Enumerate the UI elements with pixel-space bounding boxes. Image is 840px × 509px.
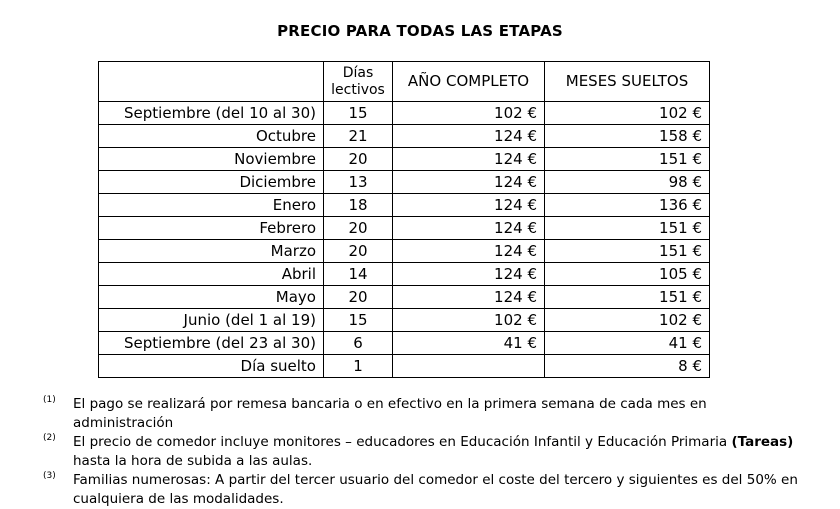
cell-month: Septiembre (del 10 al 30) — [99, 102, 324, 125]
cell-days: 15 — [324, 309, 393, 332]
cell-year-price: 102 € — [393, 309, 545, 332]
page-title: PRECIO PARA TODAS LAS ETAPAS — [277, 22, 563, 40]
table-row — [99, 171, 710, 194]
cell-single-price: 136 € — [545, 194, 710, 217]
footnote-emphasis: (Tareas) — [731, 434, 794, 450]
cell-month: Noviembre — [99, 148, 324, 171]
table-row — [99, 309, 710, 332]
cell-single-price: 151 € — [545, 286, 710, 309]
cell-month: Octubre — [99, 125, 324, 148]
cell-single-price: 158 € — [545, 125, 710, 148]
footnote-text: hasta la hora de subida a las aulas. — [73, 453, 313, 469]
table-row — [99, 240, 710, 263]
cell-single-price: 151 € — [545, 148, 710, 171]
table-row — [99, 148, 710, 171]
cell-single-price: 41 € — [545, 332, 710, 355]
cell-year-price: 124 € — [393, 240, 545, 263]
table-row — [99, 355, 710, 378]
footnote-text: El precio de comedor incluye monitores – educadores en Educación Infantil y Educación Primaria — [73, 434, 732, 450]
footnote-marker: (2) — [43, 433, 56, 443]
cell-days: 20 — [324, 240, 393, 263]
cell-year-price: 124 € — [393, 148, 545, 171]
cell-single-price: 98 € — [545, 171, 710, 194]
cell-year-price: 124 € — [393, 263, 545, 286]
header-days — [324, 62, 393, 102]
cell-days: 1 — [324, 355, 393, 378]
header-month — [99, 62, 324, 102]
cell-month: Día suelto — [99, 355, 324, 378]
table-row — [99, 194, 710, 217]
cell-month: Marzo — [99, 240, 324, 263]
footnote-marker: (3) — [43, 471, 56, 481]
cell-month: Septiembre (del 23 al 30) — [99, 332, 324, 355]
footnote-2 — [40, 433, 810, 471]
table-row — [99, 332, 710, 355]
cell-month: Abril — [99, 263, 324, 286]
cell-days: 21 — [324, 125, 393, 148]
table-row — [99, 125, 710, 148]
footnote-1 — [40, 395, 810, 433]
table-row — [99, 102, 710, 125]
cell-year-price: 102 € — [393, 102, 545, 125]
cell-month: Diciembre — [99, 171, 324, 194]
cell-single-price: 105 € — [545, 263, 710, 286]
header-single: MESES SUELTOS — [545, 62, 710, 102]
cell-days: 20 — [324, 148, 393, 171]
cell-month: Febrero — [99, 217, 324, 240]
cell-month: Junio (del 1 al 19) — [99, 309, 324, 332]
cell-days: 20 — [324, 286, 393, 309]
cell-year-price: 124 € — [393, 286, 545, 309]
table-row — [99, 286, 710, 309]
cell-single-price: 102 € — [545, 309, 710, 332]
cell-days: 6 — [324, 332, 393, 355]
cell-month: Mayo — [99, 286, 324, 309]
header-days-line2: lectivos — [331, 81, 385, 98]
cell-year-price: 124 € — [393, 217, 545, 240]
cell-single-price: 151 € — [545, 240, 710, 263]
cell-days: 18 — [324, 194, 393, 217]
footnote-text: El pago se realizará por remesa bancaria o en efectivo en la primera semana de cada mes en administración — [73, 396, 707, 431]
footnote-marker: (1) — [43, 395, 56, 405]
cell-days: 15 — [324, 102, 393, 125]
cell-year-price: 41 € — [393, 332, 545, 355]
cell-month: Enero — [99, 194, 324, 217]
table-row — [99, 263, 710, 286]
price-table — [98, 61, 710, 378]
cell-single-price: 151 € — [545, 217, 710, 240]
cell-single-price: 8 € — [545, 355, 710, 378]
footnote-3 — [40, 471, 810, 509]
footnote-text: Familias numerosas: A partir del tercer usuario del comedor el coste del tercero y siguientes es del 50% en cualquiera de las modalidades. — [73, 472, 798, 507]
cell-single-price: 102 € — [545, 102, 710, 125]
cell-year-price: 124 € — [393, 125, 545, 148]
cell-year-price: 124 € — [393, 194, 545, 217]
cell-days: 13 — [324, 171, 393, 194]
cell-year-price: 124 € — [393, 171, 545, 194]
header-year: AÑO COMPLETO — [393, 62, 545, 102]
table-row — [99, 217, 710, 240]
table-header-row — [99, 62, 710, 102]
header-days-line1: Días — [342, 64, 374, 81]
footnotes — [40, 395, 810, 509]
cell-days: 14 — [324, 263, 393, 286]
cell-days: 20 — [324, 217, 393, 240]
cell-year-price — [393, 355, 545, 378]
